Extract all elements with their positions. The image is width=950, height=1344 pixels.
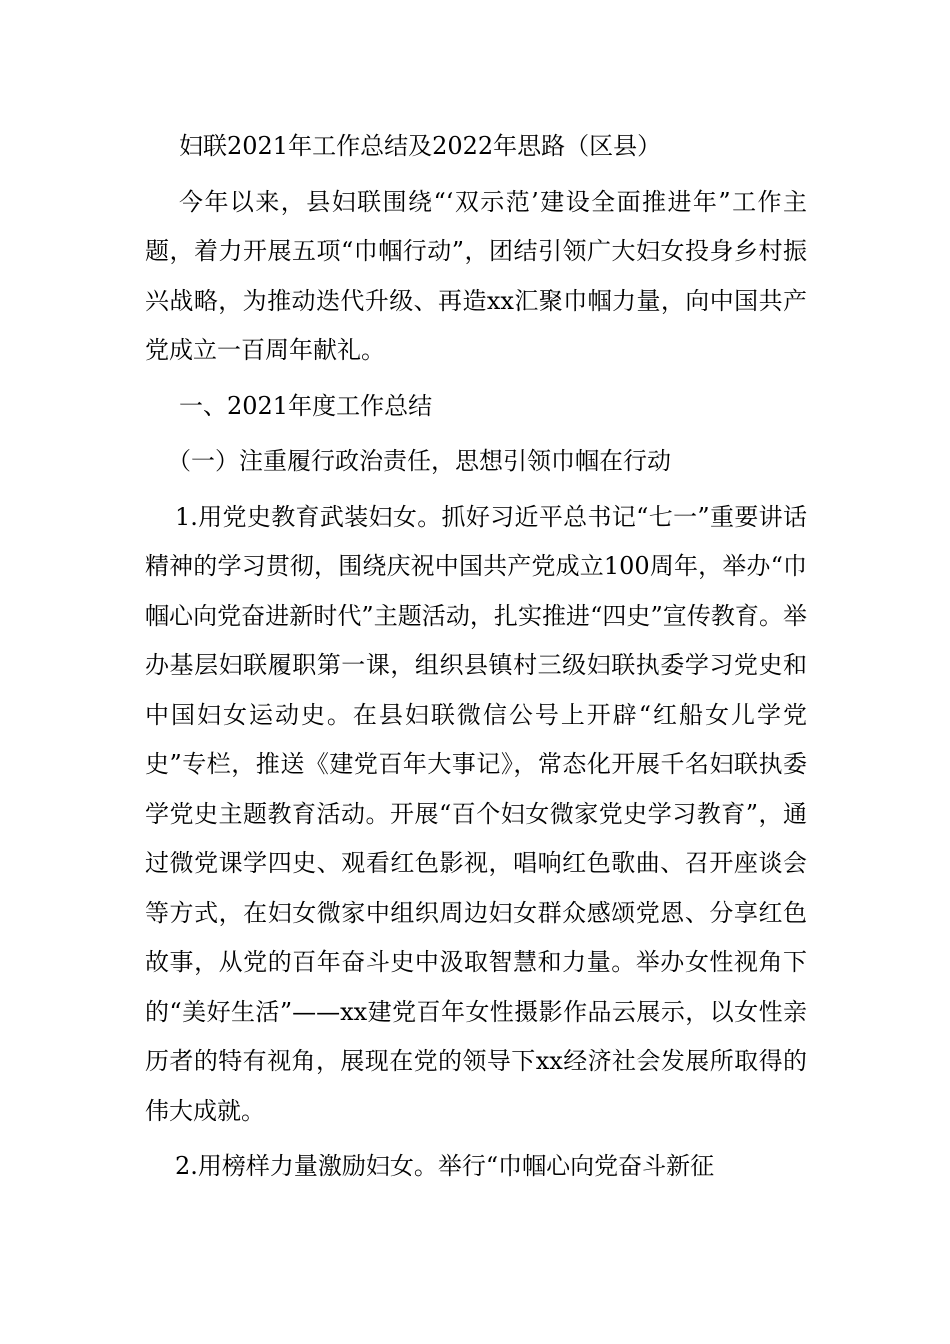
document-body: [145, 122, 807, 1192]
intro-paragraph: 今年以来，县妇联围绕“‘双示范’建设全面推进年”工作主题，着力开展五项“巾帼行动”，团结引领广大妇女投身乡村振兴战略，为推动迭代升级、再造xx汇聚巾帼力量，向中国共产党成立一百周年献礼。: [145, 187, 807, 364]
subsection-heading: （一）注重履行政治责任，思想引领巾帼在行动: [167, 447, 671, 475]
item-paragraph-2: 2.用榜样力量激励妇女。举行“巾帼心向党奋斗新征: [175, 1152, 715, 1180]
section-heading: 一、2021年度工作总结: [179, 391, 433, 420]
item-paragraph-1: 1.用党史教育武装妇女。抓好习近平总书记“七一”重要讲话精神的学习贯彻，围绕庆祝中国共产党成立100周年，举办“巾帼心向党奋进新时代”主题活动，扎实推进“四史”宣传教育。举办基层妇联履职第一课，组织县镇村三级妇联执委学习党史和中国妇女运动史。在县妇联微信公号上开辟“红船女儿学党史”专栏，推送《建党百年大事记》，常态化开展千名妇联执委学党史主题教育活动。开展“百个妇女微家党史学习教育”，通过微党课学四史、观看红色影视，唱响红色歌曲、召开座谈会等方式，在妇女微家中组织周边妇女群众感颂党恩、分享红色故事，从党的百年奋斗史中汲取智慧和力量。举办女性视角下的“美好生活”——xx建党百年女性摄影作品云展示，以女性亲历者的特有视角，展现在党的领导下xx经济社会发展所取得的伟大成就。: [145, 502, 807, 1125]
document-title: 妇联2021年工作总结及2022年思路（区县）: [179, 132, 662, 160]
